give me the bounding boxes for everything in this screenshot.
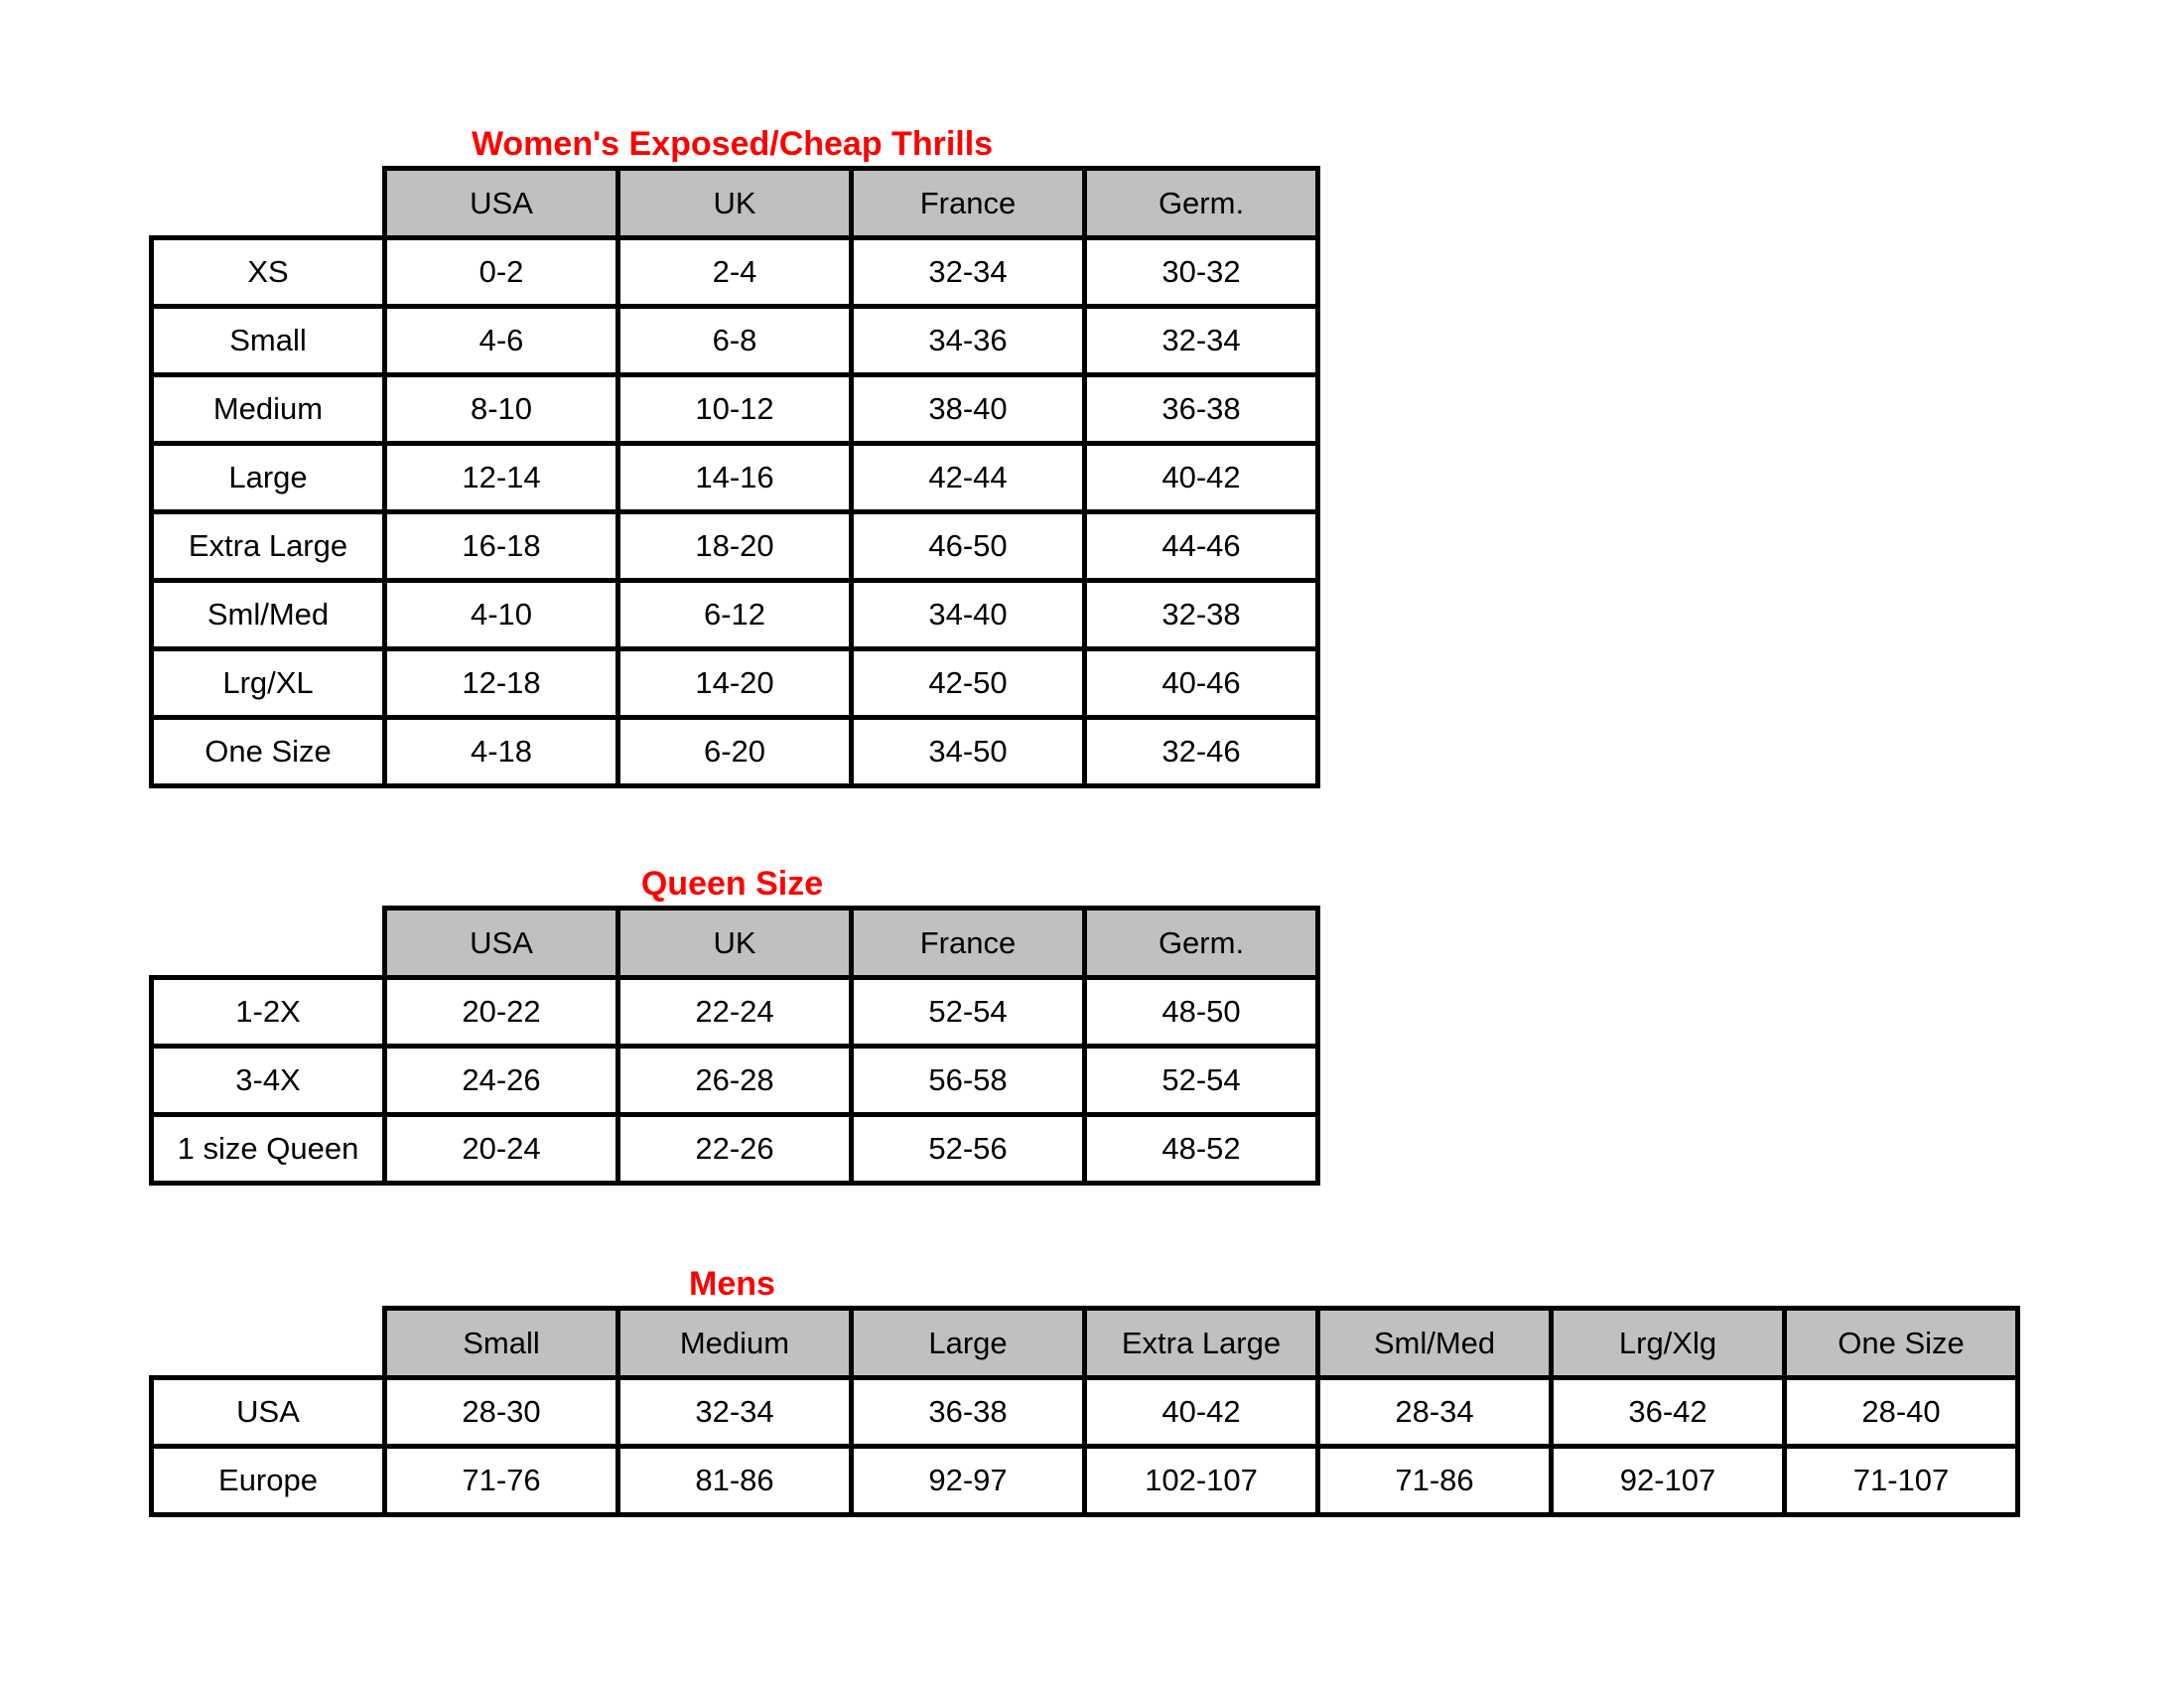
row-label: Extra Large xyxy=(152,512,385,581)
row-label: Europe xyxy=(152,1447,385,1515)
size-cell: 6-8 xyxy=(618,307,852,375)
row-label: Small xyxy=(152,307,385,375)
column-header: Medium xyxy=(618,1309,852,1378)
size-cell: 22-24 xyxy=(618,978,852,1047)
size-cell: 36-38 xyxy=(1085,375,1318,444)
size-cell: 22-26 xyxy=(618,1115,852,1184)
size-cell: 71-107 xyxy=(1785,1447,2018,1515)
table-row xyxy=(152,512,1318,581)
header-row xyxy=(152,169,1318,238)
table-row xyxy=(152,649,1318,718)
corner-spacer xyxy=(152,169,385,238)
column-header: France xyxy=(852,169,1085,238)
size-cell: 81-86 xyxy=(618,1447,852,1515)
womens-size-chart xyxy=(149,125,1320,788)
size-cell: 36-38 xyxy=(852,1378,1085,1447)
row-label: Lrg/XL xyxy=(152,649,385,718)
queen-size-table xyxy=(149,906,1320,1186)
size-cell: 30-32 xyxy=(1085,238,1318,307)
size-cell: 26-28 xyxy=(618,1047,852,1115)
column-header: France xyxy=(852,909,1085,978)
size-cell: 34-40 xyxy=(852,581,1085,649)
table-row xyxy=(152,978,1318,1047)
size-cell: 42-44 xyxy=(852,444,1085,512)
table-row xyxy=(152,1378,2018,1447)
column-header: Germ. xyxy=(1085,169,1318,238)
size-cell: 12-18 xyxy=(385,649,618,718)
column-header: UK xyxy=(618,909,852,978)
size-cell: 40-42 xyxy=(1085,1378,1318,1447)
row-label: USA xyxy=(152,1378,385,1447)
size-cell: 92-97 xyxy=(852,1447,1085,1515)
size-cell: 48-50 xyxy=(1085,978,1318,1047)
column-header: USA xyxy=(385,169,618,238)
size-cell: 10-12 xyxy=(618,375,852,444)
size-cell: 24-26 xyxy=(385,1047,618,1115)
queen-chart-title: Queen Size xyxy=(640,865,824,903)
size-cell: 38-40 xyxy=(852,375,1085,444)
size-cell: 0-2 xyxy=(385,238,618,307)
mens-size-chart xyxy=(149,1265,2020,1517)
column-header: Extra Large xyxy=(1085,1309,1318,1378)
row-label: 1-2X xyxy=(152,978,385,1047)
column-header: Large xyxy=(852,1309,1085,1378)
size-cell: 92-107 xyxy=(1552,1447,1785,1515)
table-row xyxy=(152,307,1318,375)
size-cell: 36-42 xyxy=(1552,1378,1785,1447)
table-row xyxy=(152,238,1318,307)
size-cell: 32-34 xyxy=(618,1378,852,1447)
size-cell: 56-58 xyxy=(852,1047,1085,1115)
size-cell: 14-16 xyxy=(618,444,852,512)
size-cell: 2-4 xyxy=(618,238,852,307)
table-row xyxy=(152,581,1318,649)
size-cell: 16-18 xyxy=(385,512,618,581)
size-cell: 52-54 xyxy=(1085,1047,1318,1115)
size-cell: 28-30 xyxy=(385,1378,618,1447)
table-row xyxy=(152,1047,1318,1115)
size-cell: 28-34 xyxy=(1318,1378,1552,1447)
row-label: Sml/Med xyxy=(152,581,385,649)
size-cell: 32-38 xyxy=(1085,581,1318,649)
size-cell: 32-46 xyxy=(1085,718,1318,786)
table-row xyxy=(152,444,1318,512)
table-row xyxy=(152,718,1318,786)
womens-chart-title: Women's Exposed/Cheap Thrills xyxy=(471,125,994,163)
mens-chart-title: Mens xyxy=(689,1265,775,1303)
column-header: Sml/Med xyxy=(1318,1309,1552,1378)
size-cell: 6-12 xyxy=(618,581,852,649)
queen-size-chart xyxy=(149,865,1320,1186)
row-label: One Size xyxy=(152,718,385,786)
size-cell: 46-50 xyxy=(852,512,1085,581)
column-header: Germ. xyxy=(1085,909,1318,978)
size-cell: 6-20 xyxy=(618,718,852,786)
row-label: Medium xyxy=(152,375,385,444)
size-cell: 32-34 xyxy=(852,238,1085,307)
column-header: One Size xyxy=(1785,1309,2018,1378)
size-cell: 28-40 xyxy=(1785,1378,2018,1447)
size-cell: 4-10 xyxy=(385,581,618,649)
size-cell: 52-56 xyxy=(852,1115,1085,1184)
size-cell: 44-46 xyxy=(1085,512,1318,581)
size-cell: 4-18 xyxy=(385,718,618,786)
table-row xyxy=(152,1115,1318,1184)
size-cell: 12-14 xyxy=(385,444,618,512)
row-label: 3-4X xyxy=(152,1047,385,1115)
header-row xyxy=(152,1309,2018,1378)
size-cell: 4-6 xyxy=(385,307,618,375)
size-cell: 71-76 xyxy=(385,1447,618,1515)
size-cell: 48-52 xyxy=(1085,1115,1318,1184)
size-cell: 40-42 xyxy=(1085,444,1318,512)
column-header: UK xyxy=(618,169,852,238)
size-cell: 52-54 xyxy=(852,978,1085,1047)
header-row xyxy=(152,909,1318,978)
row-label: 1 size Queen xyxy=(152,1115,385,1184)
column-header: Lrg/Xlg xyxy=(1552,1309,1785,1378)
size-cell: 102-107 xyxy=(1085,1447,1318,1515)
size-cell: 42-50 xyxy=(852,649,1085,718)
size-cell: 34-50 xyxy=(852,718,1085,786)
size-cell: 18-20 xyxy=(618,512,852,581)
row-label: XS xyxy=(152,238,385,307)
column-header: Small xyxy=(385,1309,618,1378)
womens-size-table xyxy=(149,166,1320,788)
table-row xyxy=(152,375,1318,444)
size-cell: 14-20 xyxy=(618,649,852,718)
size-cell: 32-34 xyxy=(1085,307,1318,375)
size-cell: 20-24 xyxy=(385,1115,618,1184)
size-cell: 71-86 xyxy=(1318,1447,1552,1515)
mens-size-table xyxy=(149,1306,2020,1517)
size-cell: 34-36 xyxy=(852,307,1085,375)
size-cell: 20-22 xyxy=(385,978,618,1047)
size-cell: 40-46 xyxy=(1085,649,1318,718)
size-cell: 8-10 xyxy=(385,375,618,444)
table-row xyxy=(152,1447,2018,1515)
corner-spacer xyxy=(152,1309,385,1378)
column-header: USA xyxy=(385,909,618,978)
row-label: Large xyxy=(152,444,385,512)
corner-spacer xyxy=(152,909,385,978)
